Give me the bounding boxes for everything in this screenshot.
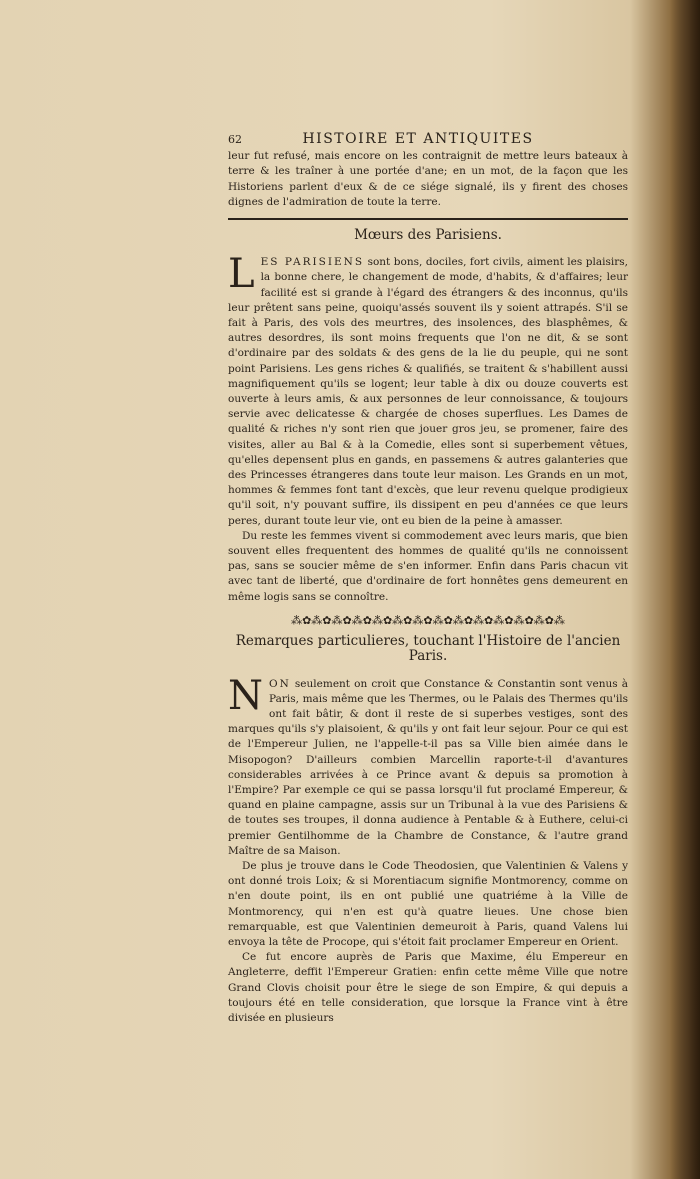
section2-paragraph-1	[228, 672, 628, 859]
text-block	[228, 132, 628, 1026]
section1-p1-text: sont bons, dociles, fort civils, aiment les plaisirs, la bonne chere, le changement de mode, d'habits, & d'affaires; leur facilité est si grande à l'égard des étrangers & des inconnus, qu'ils leur prêtent sans peine, quoiqu'assés souvent ils y soient attrapés. S'il se fait à Paris, des vols des meurtres, des insolences, des blasphêmes, & autres desordres, ils sont moins frequents que l'on ne dit, & se sont d'ordinaire par des soldats & des gens de la lie du peuple, qui ne sont point Parisiens. Les gens riches & qualifiés, se traitent & s'habillent aussi magnifiquement qu'ils se logent; leur table à dix ou douze couverts est ouverte à leurs amis, & aux personnes de leur connoissance, & toujours servie avec delicatesse & chargée de choses superflues. Les Dames de qualité & riches n'y sont rien que jouer gros jeu, se promener, faire des visites, aller au Bal & à la Comedie, elles sont si superbement vêtues, qu'elles depensent plus en gands, en passemens & autres galanteries que des Princesses étrangeres dans toute leur maison. Les Grands en un mot, hommes & femmes font tant d'excès, que leur revenu quelque prodigieux qu'il soit, n'y pouvant suffire, ils dissipent en peu d'années ce que leurs peres, durant toute leur vie, ont eu bien de la peine à amasser.	[228, 256, 628, 527]
page-number: 62	[228, 133, 242, 146]
section2-p1-text: seulement on croit que Constance & Constantin sont venus à Paris, mais même que les Thermes, ou le Palais des Thermes qu'ils ont fait bâtir, & dont il reste de si superbes vestiges, sont des marques qu'ils s'y plaisoient, & qu'ils y ont fait leur sejour. Pour ce qui est de l'Empereur Julien, ne l'appelle-t-il pas sa Ville bien aimée dans le Misopogon? D'ailleurs combien Marcellin raporte-t-il d'avantures considerables arrivées à ce Prince avant & depuis sa promotion à l'Empire? Par exemple ce qui se passa lorsqu'il fut proclamé Empereur, & quand en plaine campagne, assis sur un Tribunal à la vue des Parisiens & de toutes ses troupes, il donna audience à Pentable & à Euthere, celui-ci premier Gentilhomme de la Chambre de Constance, & l'autre grand Maître de sa Maison.	[228, 677, 628, 857]
dropcap-n: N	[228, 672, 263, 719]
section-title-moeurs: Mœurs des Parisiens.	[354, 227, 502, 244]
section-divider-rule	[228, 218, 628, 220]
section2-paragraph-3: Ce fut encore auprès de Paris que Maxime, élu Empereur en Angleterre, deffit l'Empereur Gratien: enfin cette même Ville que notre Grand Clovis choisit pour être le siege de son Empire, & qui depuis a toujours été en telle consideration, que lorsque la France vint à être divisée en plusieurs	[228, 951, 628, 1024]
section1-paragraph-2: Du reste les femmes vivent si commodement avec leurs maris, que bien souvent elles frequentent des hommes de qualité qu'ils ne connoissent pas, sans se soucier même de s'en informer. Enfin dans Paris chacun vit avec tant de liberté, que d'ordinaire de fort honnêtes gens demeurent en même logis sans se connoître.	[228, 529, 628, 603]
dropcap-l: L	[228, 251, 255, 298]
section1-paragraph-1	[228, 251, 628, 529]
section2-paragraph-2: De plus je trouve dans le Code Theodosien, que Valentinien & Valens y ont donné trois Loix; & si Morentiacum signifie Montmorency, comme on n'en doute point, ils en ont publié une quatriéme à la Ville de Montmorency, qui n'en est qu'à quatre lieues. Une chose bien remarquable, est que Valentinien demeuroit à Paris, quand Valens lui envoya la tête de Procope, qui s'étoit fait proclamer Empereur en Orient.	[228, 859, 628, 948]
intro-paragraph: leur fut refusé, mais encore on les contraignit de mettre leurs bateaux à terre & les traîner à une portée d'ane; en un mot, de la façon que les Historiens parlent d'eux & de ce siége signalé, ils y firent des choses dignes de l'admiration de toute la terre.	[228, 150, 628, 208]
book-spine	[670, 0, 700, 1179]
running-title: HISTOIRE ET ANTIQUITES	[302, 131, 534, 147]
section-title-remarques: Remarques particulieres, touchant l'Histoire de l'ancien Paris.	[235, 633, 621, 665]
section2-lead: ON	[269, 677, 291, 690]
section1-lead: ES PARISIENS	[260, 256, 365, 269]
ornamental-band: ⁂✿⁂✿⁂✿⁂✿⁂✿⁂✿⁂✿⁂✿⁂✿⁂✿⁂✿⁂✿⁂✿⁂	[291, 613, 565, 627]
page-header	[228, 132, 628, 147]
